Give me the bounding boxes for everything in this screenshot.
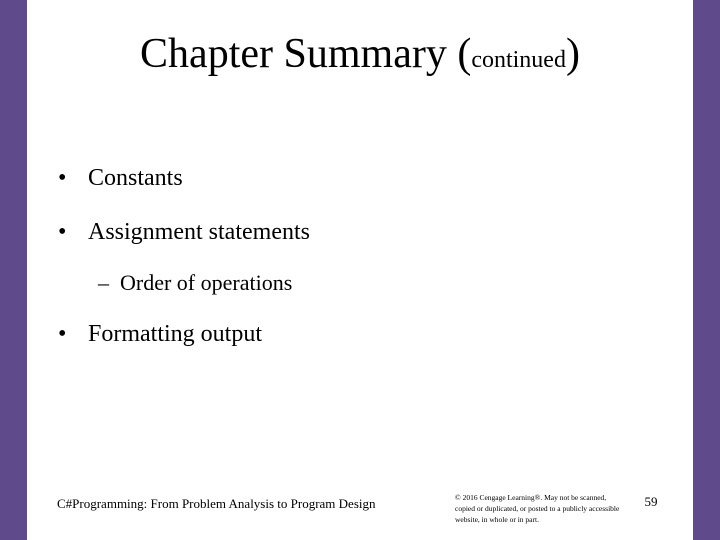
bullet-item [58,162,183,194]
slide-title-continued: continued [471,47,566,73]
left-side-bar [0,0,27,540]
page-number: 59 [644,494,658,509]
bullet-marker: • [58,321,67,347]
slide-title [27,28,693,86]
slide-title-close-paren: ) [565,31,580,77]
bullet-marker: • [58,165,67,191]
footer-copyright: © 2016 Cengage Learning®. May not be scanned, copied or duplicated, or posted to a publicly accessible website, in whole or in part. [455,493,620,524]
sub-bullet-item [98,268,292,298]
sub-bullet-text: Order of operations [120,270,293,295]
sub-bullet-marker: – [98,270,109,295]
slide-title-main: Chapter Summary ( [140,31,472,77]
footer-course-title: C#Programming: From Problem Analysis to Program Design [57,496,376,511]
bullet-text: Assignment statements [88,219,310,245]
right-side-bar [693,0,720,540]
bullet-item [58,216,310,248]
bullet-marker: • [58,219,67,245]
bullet-text: Formatting output [88,321,262,347]
bullet-text: Constants [88,165,183,191]
bullet-item [58,318,262,350]
